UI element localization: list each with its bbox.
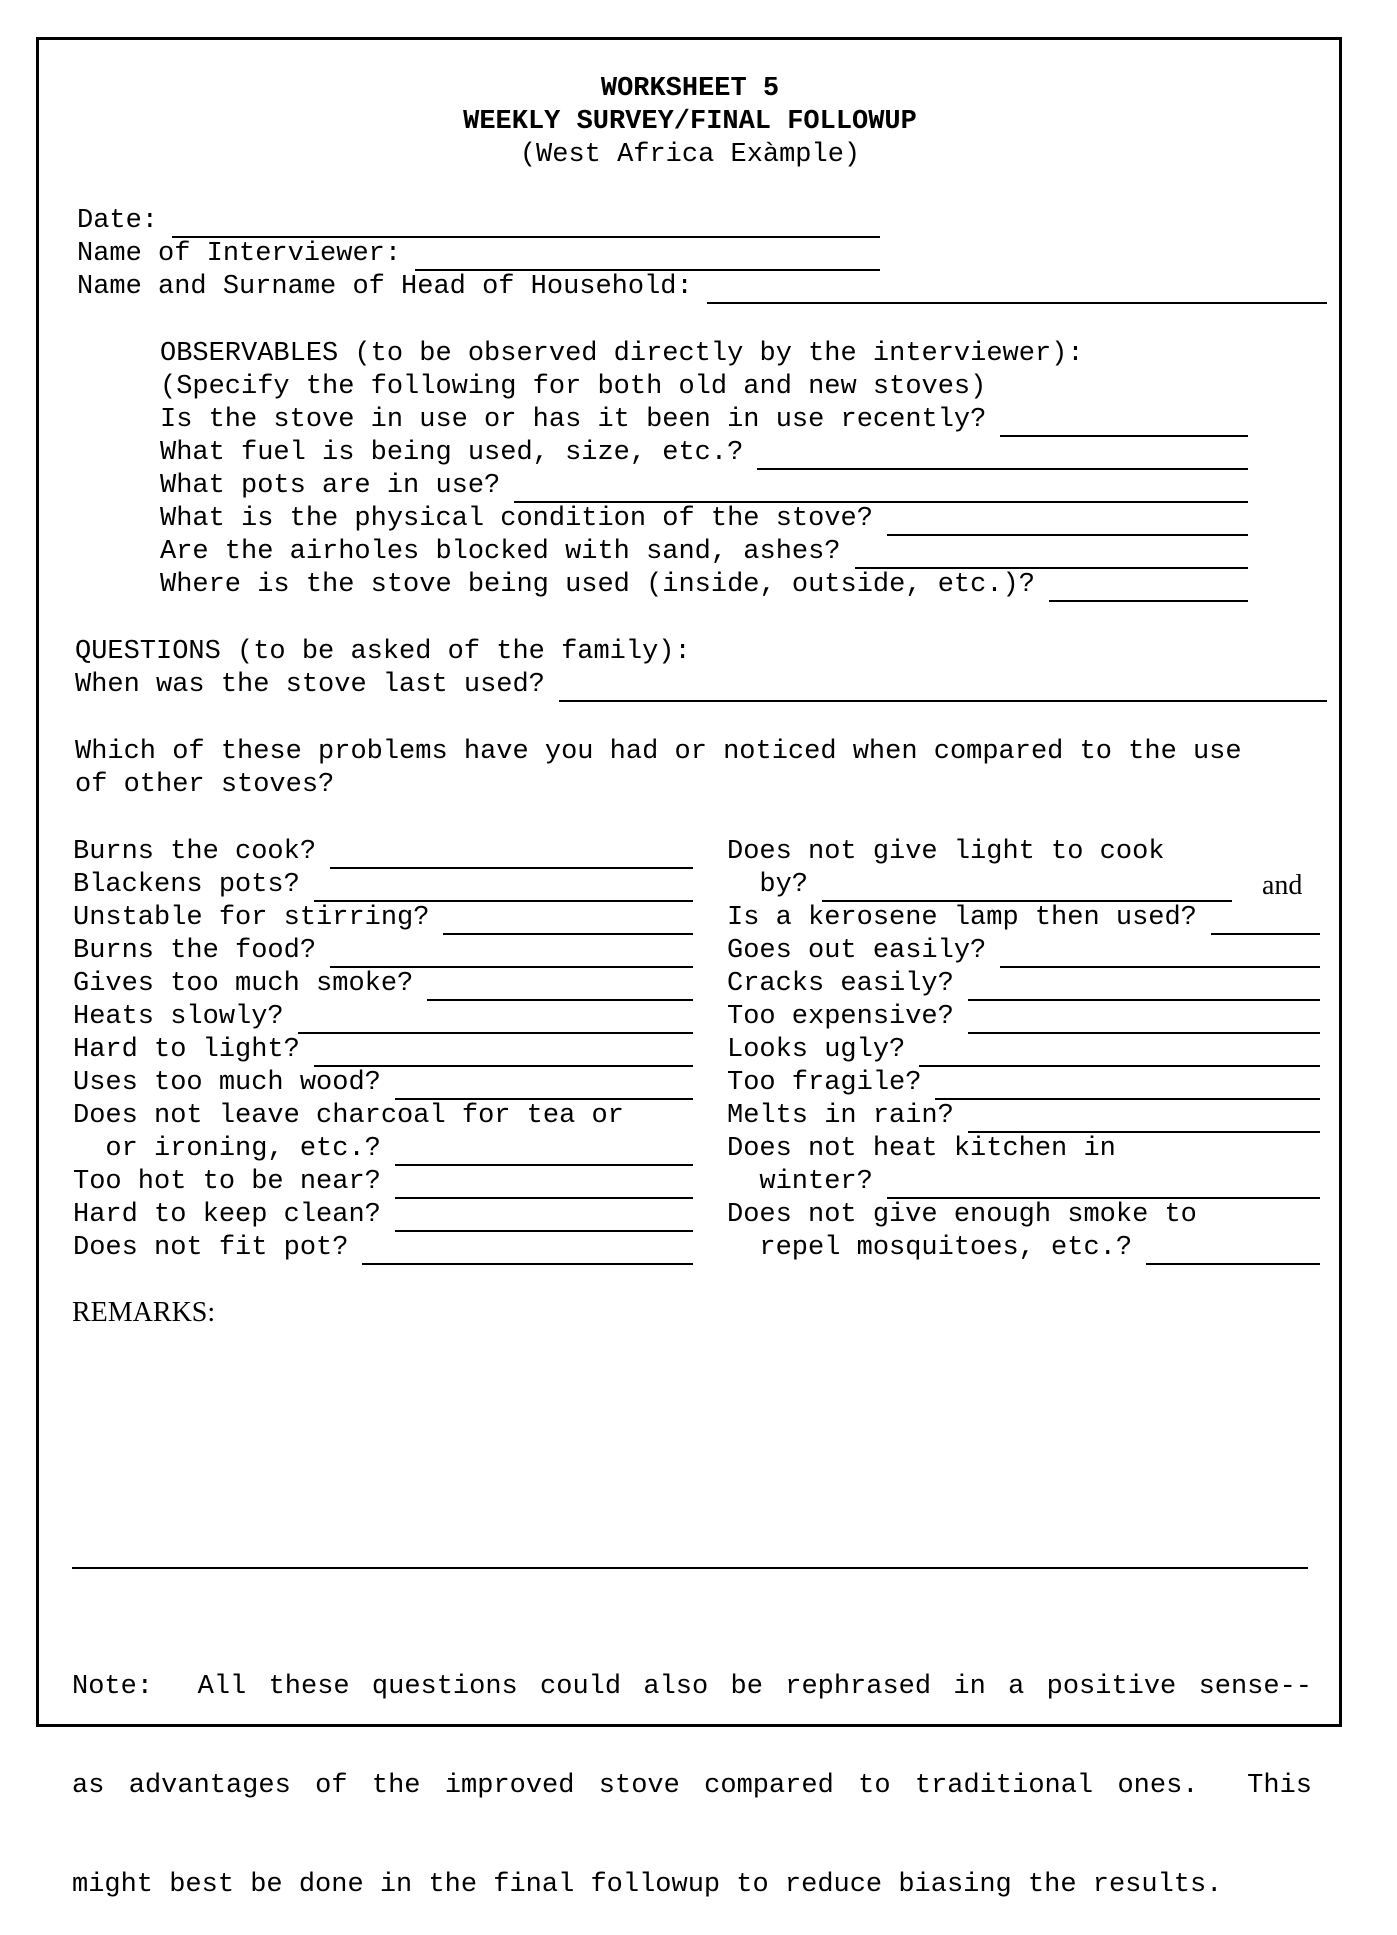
problem-row [73,935,693,968]
problem-label: Blackens pots? [73,870,300,900]
worksheet-region: (West Africa Exàmple) [519,140,861,170]
problem-row [73,1232,693,1265]
problem-row [73,1034,693,1067]
looks-ugly-field[interactable] [919,1041,1320,1067]
interviewer-label: Name of Interviewer: [77,239,402,269]
problem-label: Hard to keep clean? [73,1200,381,1230]
problem-row [73,968,693,1001]
problem-row [73,869,693,902]
problem-label: Burns the cook? [73,837,317,867]
burns-cook-field[interactable] [330,843,693,869]
too-expensive-field[interactable] [968,1008,1320,1034]
problem-row [73,1067,693,1100]
observable-label: What fuel is being used, size, etc.? [160,438,744,468]
and-connector-text: and [1262,870,1303,901]
problem-row [727,902,1320,935]
problem-label: Does not heat kitchen in [727,1134,1116,1164]
hard-to-light-field[interactable] [314,1041,693,1067]
hard-to-clean-field[interactable] [395,1206,693,1232]
problem-row-continuation [727,1232,1320,1265]
observable-label: Is the stove in use or has it been in use recently? [160,405,987,435]
problem-label: Hard to light? [73,1035,300,1065]
problem-label-continuation: by? [727,870,809,900]
problem-label-continuation: repel mosquitoes, etc.? [727,1233,1133,1263]
pots-in-use-field[interactable] [514,477,1248,503]
problem-label: Looks ugly? [727,1035,906,1065]
problem-label: Does not leave charcoal for tea or [73,1101,624,1131]
problem-row [727,935,1320,968]
observable-label: Where is the stove being used (inside, outside, etc.)? [160,570,1035,600]
problem-label: Too hot to be near? [73,1167,381,1197]
problem-row [73,902,693,935]
observables-heading [160,338,1084,371]
observable-label: Are the airholes blocked with sand, ashes? [160,537,841,567]
problem-row [73,1166,693,1199]
problem-label: Melts in rain? [727,1101,954,1131]
problem-label: Does not fit pot? [73,1233,349,1263]
observable-row [160,536,1248,569]
observable-row [160,404,1248,437]
problems-prompt-line-2: of other stoves? [75,770,335,800]
problem-row-multiline [73,1100,624,1133]
observable-label: What pots are in use? [160,471,501,501]
fuel-used-field[interactable] [757,444,1248,470]
note-line-2: as advantages of the improved stove compared to traditional ones. This [72,1771,1312,1801]
heats-slowly-field[interactable] [298,1008,693,1034]
problem-label: Burns the food? [73,936,317,966]
problem-row-continuation [727,1166,1320,1199]
airholes-blocked-field[interactable] [855,543,1248,569]
remarks-separator [72,1567,1308,1569]
problems-prompt-line-1: Which of these problems have you had or noticed when compared to the use [75,737,1242,767]
problem-row [727,1034,1320,1067]
problem-label: Heats slowly? [73,1002,284,1032]
physical-condition-field[interactable] [887,510,1248,536]
observables-instruction-text: (Specify the following for both old and new stoves) [160,372,987,402]
problem-label: Goes out easily? [727,936,987,966]
problem-row-continuation [727,869,1232,902]
problem-label: Uses too much wood? [73,1068,381,1098]
no-light-field[interactable] [822,876,1232,902]
too-much-smoke-field[interactable] [427,975,693,1001]
problem-label: Does not give light to cook [727,837,1165,867]
problem-row [727,968,1320,1001]
blackens-pots-field[interactable] [314,876,693,902]
date-field[interactable] [172,212,880,238]
remarks-area[interactable] [72,1335,1307,1560]
note-line-1: Note: All these questions could also be rephrased in a positive sense-- [72,1672,1312,1702]
problem-row-multiline [727,1199,1197,1232]
problem-row [73,1199,693,1232]
observable-row [160,569,1248,602]
problem-label: Gives too much smoke? [73,969,414,999]
no-charcoal-field[interactable] [395,1140,693,1166]
questions-heading-text: QUESTIONS (to be asked of the family): [75,637,691,667]
observable-row [160,470,1248,503]
stove-in-use-field[interactable] [1000,411,1248,437]
problem-label: Cracks easily? [727,969,954,999]
too-fragile-field[interactable] [935,1074,1320,1100]
problem-row [727,1067,1320,1100]
interviewer-field-row [77,238,880,271]
too-hot-field[interactable] [395,1173,693,1199]
problem-row [727,1001,1320,1034]
problem-row-multiline [727,1133,1116,1166]
date-field-row [77,205,880,238]
does-not-fit-pot-field[interactable] [362,1239,693,1265]
problem-label: Too expensive? [727,1002,954,1032]
problems-prompt-cont [75,769,334,802]
worksheet-title: WORKSHEET 5 [600,74,780,104]
problem-label: Is a kerosene lamp then used? [727,903,1197,933]
household-head-label: Name and Surname of Head of Household: [77,272,693,302]
goes-out-field[interactable] [1000,942,1320,968]
interviewer-field[interactable] [415,245,880,271]
problem-row-multiline [727,836,1164,869]
melts-in-rain-field[interactable] [968,1107,1320,1133]
problem-label-continuation: winter? [727,1167,873,1197]
problem-label-continuation: or ironing, etc.? [73,1134,381,1164]
problem-label: Too fragile? [727,1068,922,1098]
problem-label: Unstable for stirring? [73,903,430,933]
unstable-stirring-field[interactable] [443,909,693,935]
observables-heading-text: OBSERVABLES (to be observed directly by the interviewer): [160,339,1084,369]
kerosene-lamp-field[interactable] [1211,909,1320,935]
problem-label: Does not give enough smoke to [727,1200,1197,1230]
observables-instruction [160,371,986,404]
note-line-3: might best be done in the final followup to reduce biasing the results. [72,1870,1223,1900]
household-head-field-row [77,271,1327,304]
last-used-row [75,669,1327,702]
problem-row [727,1100,1320,1133]
note-block [72,1605,1312,1935]
too-much-wood-field[interactable] [395,1074,693,1100]
observable-row [160,503,1248,536]
and-connector [1262,869,1302,902]
date-label: Date: [77,206,159,236]
worksheet-subtitle: WEEKLY SURVEY/FINAL FOLLOWUP [463,107,917,137]
problem-row [73,836,693,869]
household-head-field[interactable] [707,278,1327,304]
no-kitchen-heat-field[interactable] [887,1173,1320,1199]
last-used-label: When was the stove last used? [75,670,545,700]
observable-row [160,437,1248,470]
cracks-easily-field[interactable] [968,975,1320,1001]
problem-row [73,1001,693,1034]
no-mosquito-smoke-field[interactable] [1146,1239,1320,1265]
last-used-field[interactable] [559,676,1327,702]
problems-prompt [75,736,1242,769]
problem-row-continuation [73,1133,693,1166]
observable-label: What is the physical condition of the stove? [160,504,873,534]
stove-location-field[interactable] [1049,576,1248,602]
burns-food-field[interactable] [330,942,693,968]
questions-heading [75,636,691,669]
remarks-label-text: REMARKS: [72,1297,216,1328]
remarks-label [72,1296,215,1329]
